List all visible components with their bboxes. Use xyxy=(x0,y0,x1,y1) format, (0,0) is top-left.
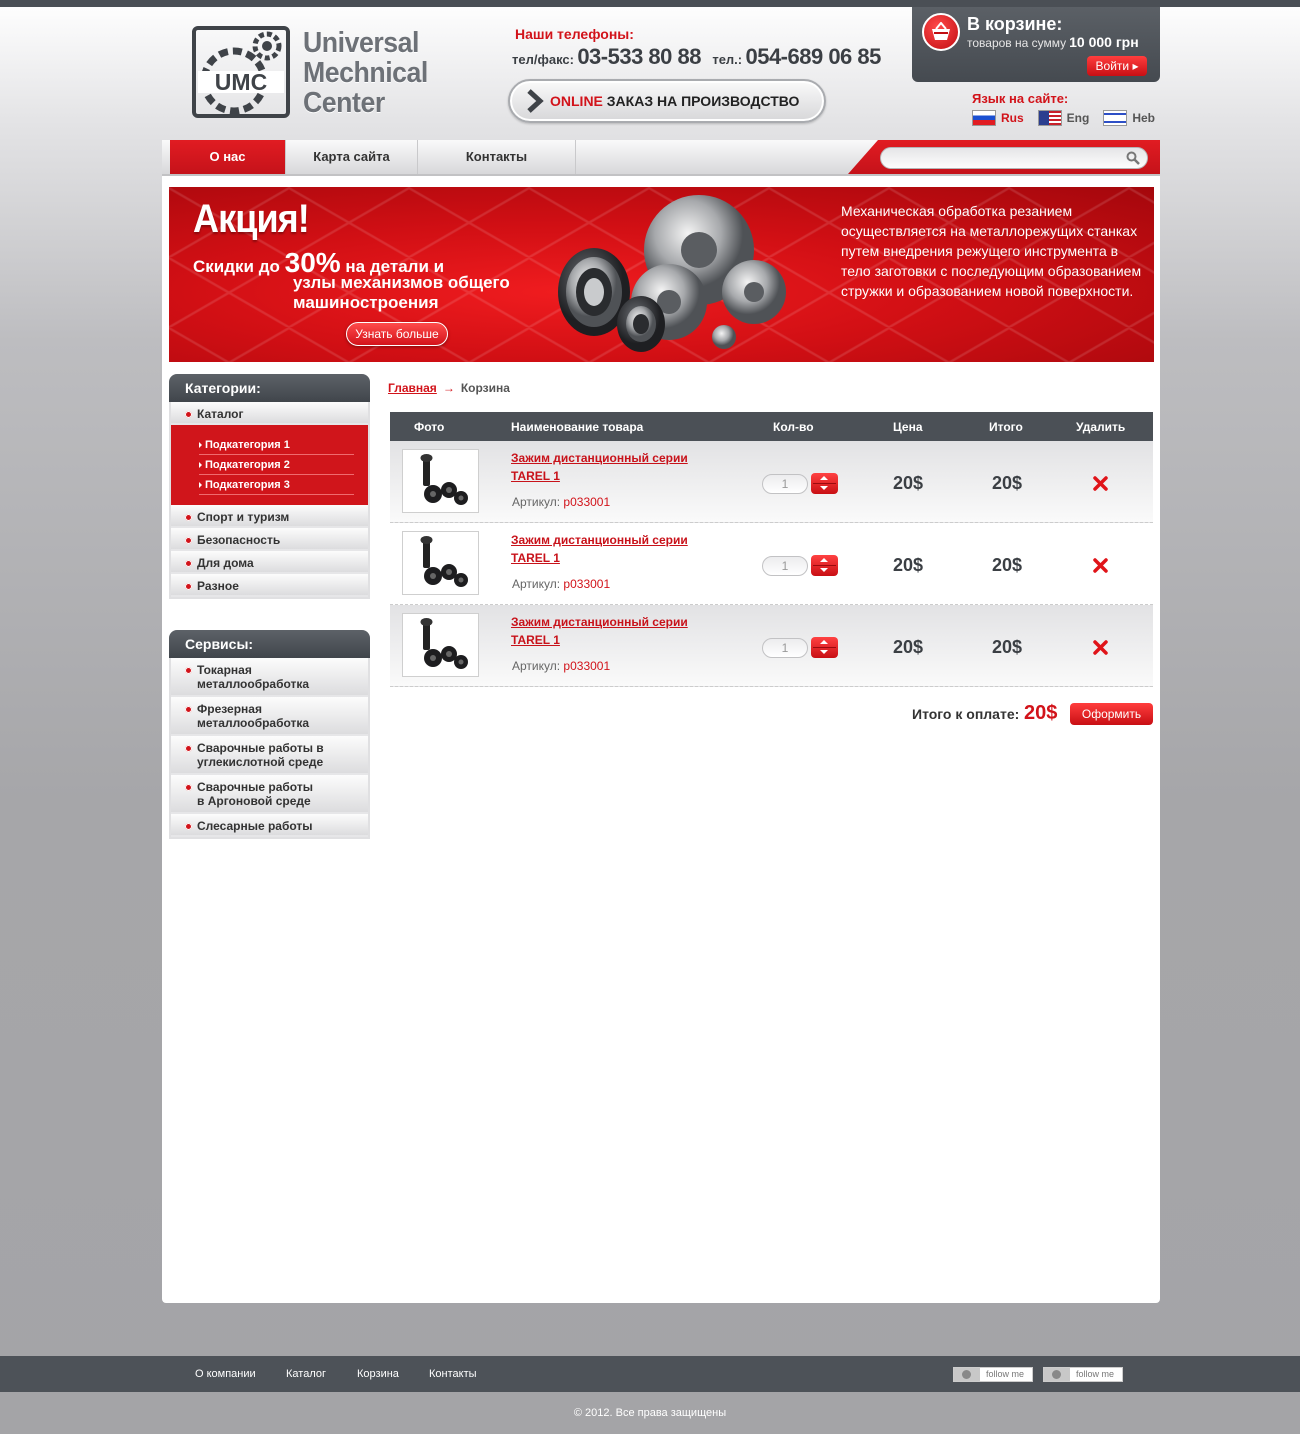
follow-me-button[interactable] xyxy=(953,1367,1033,1382)
basket-icon[interactable] xyxy=(922,13,960,51)
breadcrumb-current: Корзина xyxy=(460,381,510,395)
product-name-link[interactable] xyxy=(511,613,711,649)
online-order-label xyxy=(550,93,799,109)
brand-line-2: Mechnical xyxy=(303,57,428,89)
checkout-button[interactable]: Оформить xyxy=(1070,703,1153,725)
column-header-price: Цена xyxy=(893,420,923,434)
breadcrumb-separator: → xyxy=(442,381,455,395)
cart-widget xyxy=(912,7,1160,82)
product-thumbnail[interactable] xyxy=(402,449,479,513)
usa-flag-icon xyxy=(1038,110,1062,126)
svg-text:UMC: UMC xyxy=(214,69,268,95)
total-label: Итого к оплате: xyxy=(912,706,1020,722)
services-title: Сервисы: xyxy=(169,630,370,658)
quantity-input[interactable]: 1 xyxy=(762,556,808,576)
sku-value: p033001 xyxy=(563,577,611,591)
service-item[interactable] xyxy=(171,775,368,814)
product-name-line1: Зажим дистанционный серии xyxy=(511,615,688,629)
arrow-down-icon[interactable] xyxy=(820,650,828,654)
learn-more-button[interactable]: Узнать больше xyxy=(346,322,448,346)
product-price: 20$ xyxy=(893,637,924,657)
language-heb[interactable] xyxy=(1103,110,1155,126)
clamp-image xyxy=(403,614,478,676)
footer-bar xyxy=(0,1356,1300,1392)
sku-label: Артикул: xyxy=(512,577,561,591)
promo-line2: узлы механизмов общего машиностроения xyxy=(293,273,510,312)
follow-label: follow me xyxy=(1076,1369,1115,1379)
language-title: Язык на сайте: xyxy=(972,91,1069,106)
follow-label: follow me xyxy=(986,1369,1025,1379)
russia-flag-icon xyxy=(972,110,996,126)
online-order-highlight: ONLINE xyxy=(550,93,603,109)
language-switcher xyxy=(972,110,1155,126)
delete-icon[interactable] xyxy=(1093,558,1108,573)
cart-table-header xyxy=(390,412,1153,441)
promo-line1-prefix: Скидки до xyxy=(193,257,280,276)
category-label: Спорт и туризм xyxy=(197,510,290,524)
bullet-icon xyxy=(185,560,192,567)
sku-value: p033001 xyxy=(563,495,611,509)
category-label: Разное xyxy=(197,579,239,593)
language-eng-label: Eng xyxy=(1066,111,1090,125)
social-icon xyxy=(954,1368,980,1381)
quantity-stepper[interactable] xyxy=(811,473,838,494)
brand-line-1: Universal xyxy=(303,27,419,59)
product-name-line2: TAREL 1 xyxy=(511,469,560,483)
bullet-icon xyxy=(185,411,192,418)
product-thumbnail[interactable] xyxy=(402,613,479,677)
column-header-delete: Удалить xyxy=(1076,420,1126,434)
service-item[interactable] xyxy=(171,736,368,775)
arrow-right-icon xyxy=(199,482,202,488)
category-label: Для дома xyxy=(197,556,254,570)
service-item[interactable] xyxy=(171,814,368,837)
phone1-number: 03-533 80 88 xyxy=(577,44,701,69)
service-label: Сварочные работы в углекислотной среде xyxy=(197,741,324,769)
delete-icon[interactable] xyxy=(1093,640,1108,655)
subcategory-item[interactable] xyxy=(199,455,354,475)
bearings-image xyxy=(549,192,789,357)
product-sku xyxy=(512,577,610,591)
categories-list xyxy=(169,402,370,599)
category-misc[interactable] xyxy=(171,574,368,597)
column-header-name: Наименование товара xyxy=(511,420,644,434)
bullet-icon xyxy=(185,823,192,830)
arrow-up-icon[interactable] xyxy=(820,640,828,644)
breadcrumb-home[interactable]: Главная xyxy=(388,381,437,395)
product-name-link[interactable] xyxy=(511,449,711,485)
footer-link-about[interactable]: О компании xyxy=(195,1368,256,1380)
cart-table xyxy=(390,412,1153,687)
footer-link-catalog[interactable]: Каталог xyxy=(286,1368,326,1380)
promo-line1-suffix: на детали и xyxy=(345,257,445,276)
product-name-line1: Зажим дистанционный серии xyxy=(511,451,688,465)
sku-value: p033001 xyxy=(563,659,611,673)
subcategory-item[interactable] xyxy=(199,475,354,495)
subcategory-label: Подкатегория 2 xyxy=(205,459,290,471)
cart-title: В корзине: xyxy=(967,14,1063,34)
quantity-input[interactable]: 1 xyxy=(762,474,808,494)
service-label: Фрезерная металлообработка xyxy=(197,702,310,730)
clamp-image xyxy=(403,450,478,512)
product-price: 20$ xyxy=(893,555,924,575)
product-total: 20$ xyxy=(992,637,1023,657)
category-label: Каталог xyxy=(197,407,244,421)
login-label: Войти xyxy=(1095,59,1130,73)
column-header-qty: Кол-во xyxy=(773,420,814,434)
promo-percent: 30% xyxy=(284,247,341,278)
product-thumbnail[interactable] xyxy=(402,531,479,595)
quantity-stepper[interactable] xyxy=(811,555,838,576)
product-name-link[interactable] xyxy=(511,531,711,567)
phone2-label: тел.: xyxy=(712,52,743,67)
umc-logo-icon[interactable] xyxy=(192,26,290,118)
product-name-line1: Зажим дистанционный серии xyxy=(511,533,688,547)
bullet-icon xyxy=(185,745,192,752)
quantity-stepper[interactable] xyxy=(811,637,838,658)
cart-sum-value: 10 000 грн xyxy=(1069,34,1139,50)
bullet-icon xyxy=(185,537,192,544)
promo-banner xyxy=(169,187,1154,362)
language-eng[interactable] xyxy=(1038,110,1090,126)
chevron-right-icon xyxy=(524,89,546,113)
product-price: 20$ xyxy=(893,473,924,493)
brand-name xyxy=(303,28,428,118)
copyright: © 2012. Все права защищены xyxy=(573,1407,727,1419)
cart-sum xyxy=(967,34,1139,50)
israel-flag-icon xyxy=(1103,110,1127,126)
category-sport[interactable] xyxy=(171,505,368,528)
promo-title: Акция! xyxy=(193,197,309,241)
follow-me-button[interactable] xyxy=(1043,1367,1123,1382)
services-list xyxy=(169,658,370,839)
service-label: Слесарные работы xyxy=(197,819,313,833)
search-icon[interactable] xyxy=(1126,151,1140,165)
column-header-total: Итого xyxy=(989,420,1023,434)
footer-link-cart[interactable]: Корзина xyxy=(357,1368,399,1380)
arrow-right-icon xyxy=(199,462,202,468)
product-total: 20$ xyxy=(992,555,1023,575)
table-row xyxy=(390,441,1153,523)
phone2-number: 054-689 06 85 xyxy=(745,44,881,69)
arrow-up-icon[interactable] xyxy=(820,476,828,480)
clamp-image xyxy=(403,532,478,594)
footer-link-contacts[interactable]: Контакты xyxy=(429,1368,477,1380)
table-row xyxy=(390,605,1153,687)
language-heb-label: Heb xyxy=(1132,111,1156,125)
product-name-line2: TAREL 1 xyxy=(511,551,560,565)
phone1-label: тел/факс: xyxy=(512,52,574,67)
category-label: Безопасность xyxy=(197,533,281,547)
top-line xyxy=(0,0,1300,7)
social-icon xyxy=(1044,1368,1070,1381)
product-sku xyxy=(512,495,610,509)
arrow-down-icon[interactable] xyxy=(820,486,828,490)
online-order-button[interactable] xyxy=(508,79,826,123)
category-catalog[interactable] xyxy=(171,402,368,425)
bullet-icon xyxy=(185,583,192,590)
delete-icon[interactable] xyxy=(1093,476,1108,491)
total-value: 20$ xyxy=(1024,702,1058,724)
arrow-down-icon[interactable] xyxy=(820,568,828,572)
category-home[interactable] xyxy=(171,551,368,574)
categories-title: Категории: xyxy=(169,374,370,402)
language-rus-label: Rus xyxy=(1001,111,1024,125)
nav-item-about[interactable]: О нас xyxy=(170,140,286,174)
search-input[interactable] xyxy=(880,147,1148,169)
column-header-photo: Фото xyxy=(414,420,445,434)
phones-title: Наши телефоны: xyxy=(515,26,634,42)
quantity-input[interactable]: 1 xyxy=(762,638,808,658)
sku-label: Артикул: xyxy=(512,659,561,673)
sku-label: Артикул: xyxy=(512,495,561,509)
cart-sum-label: товаров на сумму xyxy=(967,36,1067,50)
promo-description: Механическая обработка резанием осуществляется на металлорежущих станках путем внедрения режущего инструмента в тело заготовки с последующим образованием стружки и образованием новой поверхности. xyxy=(841,203,1142,299)
nav-item-contacts[interactable]: Контакты xyxy=(418,140,576,174)
bullet-icon xyxy=(185,706,192,713)
nav-item-sitemap[interactable]: Карта сайта xyxy=(286,140,418,174)
catalog-submenu xyxy=(171,425,368,505)
subcategory-label: Подкатегория 1 xyxy=(205,439,290,451)
bullet-icon xyxy=(185,667,192,674)
table-row xyxy=(390,523,1153,605)
subcategory-item[interactable] xyxy=(199,435,354,455)
arrow-up-icon[interactable] xyxy=(820,558,828,562)
product-total: 20$ xyxy=(992,473,1023,493)
service-item[interactable] xyxy=(171,697,368,736)
phones xyxy=(512,44,889,70)
bullet-icon xyxy=(185,784,192,791)
language-rus[interactable] xyxy=(972,110,1024,126)
product-sku xyxy=(512,659,610,673)
arrow-right-icon xyxy=(199,442,202,448)
main-nav xyxy=(162,140,1160,176)
breadcrumb xyxy=(388,381,510,395)
subcategory-label: Подкатегория 3 xyxy=(205,479,290,491)
service-label: Токарная металлообработка xyxy=(197,663,310,691)
login-button[interactable]: Войти ▸ xyxy=(1087,56,1147,76)
brand-line-3: Center xyxy=(303,87,385,119)
bullet-icon xyxy=(185,514,192,521)
service-label: Сварочные работы в Аргоновой среде xyxy=(197,780,313,808)
main-container xyxy=(162,140,1160,1303)
online-order-rest: ЗАКАЗ НА ПРОИЗВОДСТВО xyxy=(606,93,800,109)
service-item[interactable] xyxy=(171,658,368,697)
product-name-line2: TAREL 1 xyxy=(511,633,560,647)
category-security[interactable] xyxy=(171,528,368,551)
